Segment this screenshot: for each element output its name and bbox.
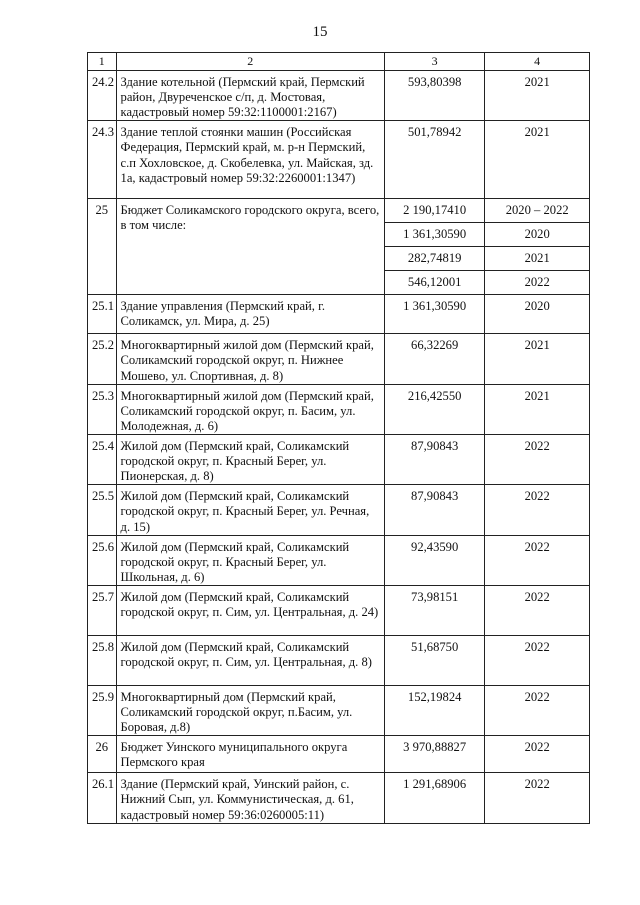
row-amount: 73,98151 [384,585,484,635]
table-row [88,295,590,334]
row-number: 25.4 [88,434,117,484]
row-name: Здание котельной (Пермский край, Пермский район, Двуреченское с/п, д. Мостовая, кадастровый номер 59:32:1100001:2167) [116,71,384,121]
row-number: 26.1 [88,773,117,823]
row-name: Бюджет Уинского муниципального округа Пермского края [116,736,384,773]
row-name: Здание управления (Пермский край, г. Соликамск, ул. Мира, д. 25) [116,295,384,334]
header-col-4: 4 [485,53,590,71]
table-row [88,334,590,384]
row-number: 24.2 [88,71,117,121]
row-amount: 87,90843 [384,434,484,484]
subrow-year: 2020 [485,223,590,247]
row-year: 2022 [485,434,590,484]
subrow-year: 2021 [485,247,590,271]
row-number: 25 [88,199,117,295]
table-row [88,434,590,484]
row-year: 2021 [485,334,590,384]
row-year: 2021 [485,384,590,434]
row-year: 2022 [485,773,590,823]
row-year: 2020 – 2022 [485,199,590,223]
row-name: Жилой дом (Пермский край, Соликамский городской округ, п. Сим, ул. Центральная, д. 24) [116,585,384,635]
row-number: 25.2 [88,334,117,384]
row-year: 2021 [485,71,590,121]
row-amount: 152,19824 [384,685,484,735]
row-number: 25.8 [88,635,117,685]
table-row [88,535,590,585]
row-name: Жилой дом (Пермский край, Соликамский городской округ, п. Красный Берег, ул. Речная, д. 15) [116,485,384,535]
row-amount: 66,32269 [384,334,484,384]
row-amount: 216,42550 [384,384,484,434]
row-year: 2022 [485,736,590,773]
row-amount: 593,80398 [384,71,484,121]
subrow-amount: 282,74819 [384,247,484,271]
row-name: Жилой дом (Пермский край, Соликамский городской округ, п. Красный Берег, ул. Пионерская, д. 8) [116,434,384,484]
table-row [88,773,590,823]
row-number: 25.9 [88,685,117,735]
row-amount: 87,90843 [384,485,484,535]
table-row [88,71,590,121]
row-year: 2020 [485,295,590,334]
row-number: 25.1 [88,295,117,334]
row-amount: 3 970,88827 [384,736,484,773]
table-row [88,199,590,223]
row-name: Бюджет Соликамского городского округа, всего, в том числе: [116,199,384,295]
table-row [88,736,590,773]
row-year: 2022 [485,635,590,685]
subrow-amount: 546,12001 [384,271,484,295]
header-col-1: 1 [88,53,117,71]
table-row [88,585,590,635]
row-name: Здание (Пермский край, Уинский район, с. Нижний Сып, ул. Коммунистическая, д. 61, кадастровый номер 59:36:0260005:11) [116,773,384,823]
table-row [88,685,590,735]
table-header-row [88,53,590,71]
row-amount: 2 190,17410 [384,199,484,223]
row-number: 25.5 [88,485,117,535]
row-name: Многоквартирный жилой дом (Пермский край, Соликамский городской округ, п. Басим, ул. Молодежная, д. 6) [116,384,384,434]
row-year: 2022 [485,485,590,535]
row-year: 2022 [485,685,590,735]
table-row [88,635,590,685]
table-row [88,384,590,434]
row-number: 25.7 [88,585,117,635]
budget-table [87,52,590,824]
row-number: 24.3 [88,121,117,199]
row-amount: 1 361,30590 [384,295,484,334]
row-amount: 92,43590 [384,535,484,585]
row-number: 26 [88,736,117,773]
row-number: 25.3 [88,384,117,434]
header-col-2: 2 [116,53,384,71]
row-year: 2022 [485,585,590,635]
row-name: Многоквартирный жилой дом (Пермский край, Соликамский городской округ, п. Нижнее Мошево, ул. Спортивная, д. 8) [116,334,384,384]
row-name: Жилой дом (Пермский край, Соликамский городской округ, п. Красный Берег, ул. Школьная, д. 6) [116,535,384,585]
subrow-amount: 1 361,30590 [384,223,484,247]
row-name: Здание теплой стоянки машин (Российская Федерация, Пермский край, м. р-н Пермский, с.п Хохловское, д. Скобелевка, ул. Майская, зд. 1а, кадастровый номер 59:32:2260001:1347) [116,121,384,199]
row-amount: 501,78942 [384,121,484,199]
table-row [88,121,590,199]
table-row [88,485,590,535]
header-col-3: 3 [384,53,484,71]
row-year: 2022 [485,535,590,585]
subrow-year: 2022 [485,271,590,295]
row-name: Жилой дом (Пермский край, Соликамский городской округ, п. Сим, ул. Центральная, д. 8) [116,635,384,685]
row-amount: 1 291,68906 [384,773,484,823]
row-number: 25.6 [88,535,117,585]
row-amount: 51,68750 [384,635,484,685]
row-name: Многоквартирный дом (Пермский край, Соликамский городской округ, п.Басим, ул. Боровая, д.8) [116,685,384,735]
page-number: 15 [312,24,328,40]
row-year: 2021 [485,121,590,199]
